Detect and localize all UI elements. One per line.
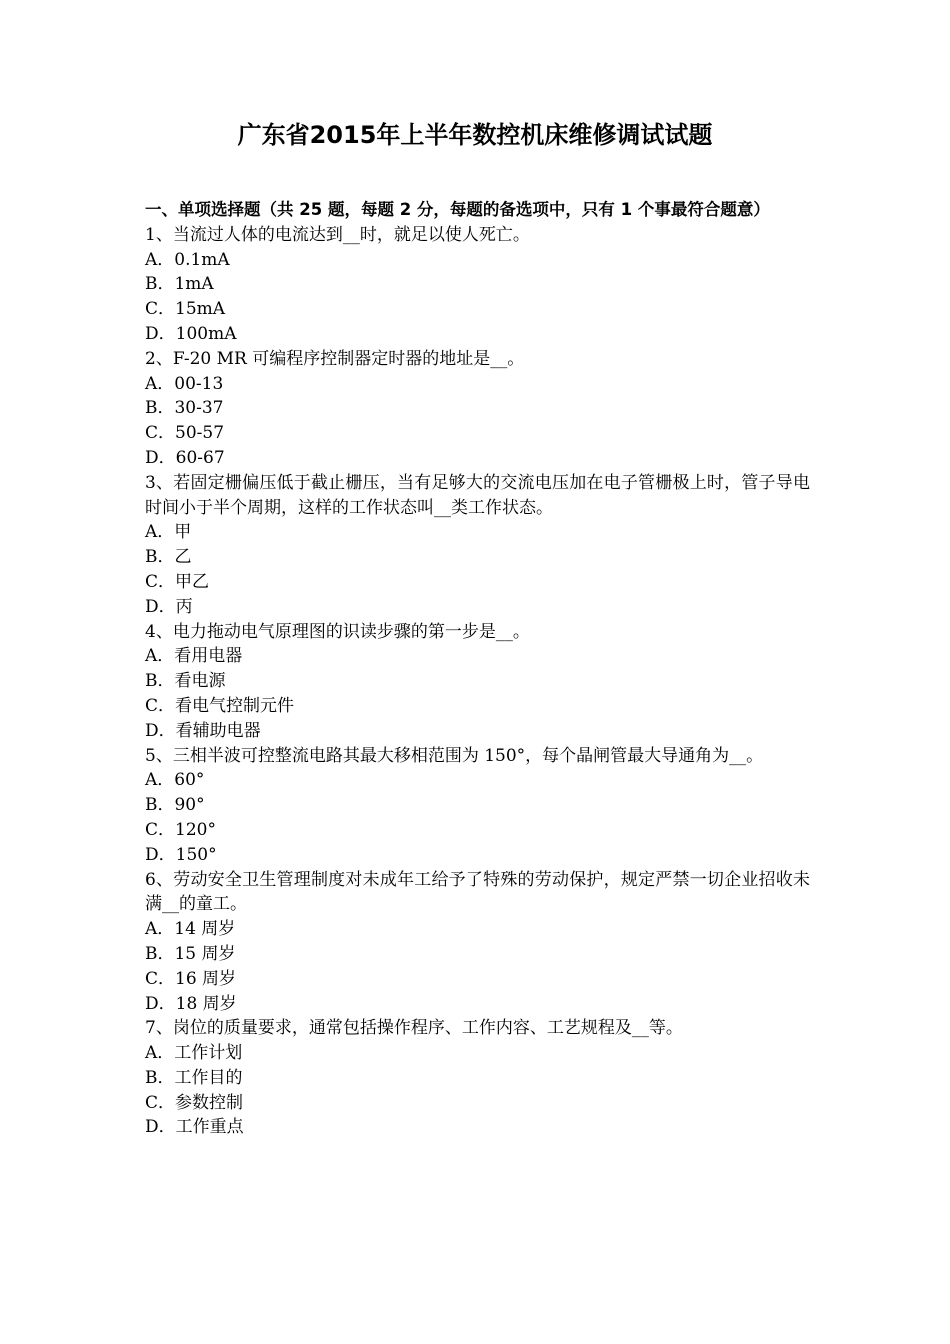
- question-7-option-c: C．参数控制: [145, 1092, 244, 1113]
- question-7: 7、岗位的质量要求，通常包括操作程序、工作内容、工艺规程及__等。: [145, 1018, 683, 1039]
- question-2-option-d: D．60-67: [145, 447, 225, 468]
- question-1: 1、当流过人体的电流达到__时，就足以使人死亡。: [145, 224, 530, 245]
- question-4-option-d: D．看辅助电器: [145, 720, 261, 741]
- question-6: 6、劳动安全卫生管理制度对未成年工给予了特殊的劳动保护，规定严禁一切企业招收未满__的童工。: [145, 869, 810, 915]
- question-2-option-b: B．30-37: [145, 398, 224, 419]
- question-3-option-c: C．甲乙: [145, 571, 210, 592]
- question-2: 2、F-20 MR 可编程序控制器定时器的地址是__。: [145, 348, 525, 369]
- question-3-option-b: B．乙: [145, 547, 192, 568]
- question-6-option-b: B．15 周岁: [145, 943, 236, 964]
- question-4-option-a: A．看用电器: [145, 646, 243, 667]
- question-3-option-d: D．丙: [145, 596, 193, 617]
- question-4: 4、电力拖动电气原理图的识读步骤的第一步是__。: [145, 621, 530, 642]
- question-2-option-c: C．50-57: [145, 423, 225, 444]
- question-5: 5、三相半波可控整流电路其最大移相范围为 150°，每个晶闸管最大导通角为__。: [145, 745, 764, 766]
- document-title: 广东省2015年上半年数控机床维修调试试题: [237, 121, 713, 149]
- section-heading: 一、单项选择题（共 25 题，每题 2 分，每题的备选项中，只有 1 个事最符合题意）: [145, 200, 770, 219]
- question-1-option-c: C．15mA: [145, 299, 226, 320]
- question-5-option-c: C．120°: [145, 819, 216, 840]
- question-2-option-a: A．00-13: [145, 373, 224, 394]
- question-6-option-c: C．16 周岁: [145, 968, 237, 989]
- question-7-option-b: B．工作目的: [145, 1067, 243, 1088]
- question-5-option-d: D．150°: [145, 844, 217, 865]
- question-1-option-d: D．100mA: [145, 323, 237, 344]
- question-4-option-b: B．看电源: [145, 671, 226, 692]
- question-1-option-b: B．1mA: [145, 274, 214, 295]
- question-3-option-a: A．甲: [145, 522, 192, 543]
- question-6-option-d: D．18 周岁: [145, 993, 237, 1014]
- document-body: [145, 198, 810, 1140]
- question-5-option-a: A．60°: [145, 770, 205, 791]
- question-6-option-a: A．14 周岁: [145, 919, 236, 940]
- question-7-option-a: A．工作计划: [145, 1043, 243, 1064]
- question-4-option-c: C．看电气控制元件: [145, 695, 295, 716]
- question-1-option-a: A．0.1mA: [145, 249, 230, 270]
- question-3: 3、若固定栅偏压低于截止栅压，当有足够大的交流电压加在电子管栅极上时，管子导电时间小于半个周期，这样的工作状态叫__类工作状态。: [145, 472, 810, 518]
- question-7-option-d: D．工作重点: [145, 1117, 244, 1138]
- question-5-option-b: B．90°: [145, 795, 205, 816]
